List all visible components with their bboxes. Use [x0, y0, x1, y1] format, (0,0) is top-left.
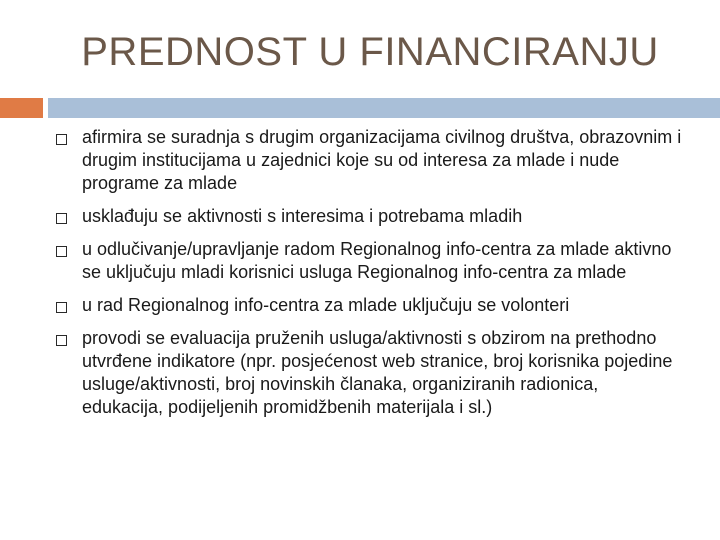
- bullet-text: usklađuju se aktivnosti s interesima i potrebama mladih: [82, 206, 523, 226]
- title-underline-accent-blue: [48, 98, 720, 118]
- bullet-item: [0, 205, 720, 228]
- bullet-item: [0, 126, 720, 195]
- slide-title: PREDNOST U FINANCIRANJU: [81, 30, 659, 74]
- bullet-text: u rad Regionalnog info-centra za mlade uključuju se volonteri: [82, 295, 570, 315]
- bullet-list: [0, 126, 720, 429]
- bullet-text: u odlučivanje/upravljanje radom Regionalnog info-centra za mlade aktivno se uključuju mladi korisnici usluga Regionalnog info-centra za mlade: [82, 239, 672, 282]
- bullet-item: [0, 238, 720, 284]
- square-bullet-icon: [56, 335, 67, 346]
- square-bullet-icon: [56, 302, 67, 313]
- square-bullet-icon: [56, 246, 67, 257]
- title-underline-accent-orange: [0, 98, 43, 118]
- bullet-text: provodi se evaluacija pruženih usluga/aktivnosti s obzirom na prethodno utvrđene indikatore (npr. posjećenost web stranice, broj korisnika pojedine usluge/aktivnosti, broj novinskih članaka, organiziranih radionica, edukacija, podijeljenih promidžbenih materijala i sl.): [82, 328, 673, 417]
- square-bullet-icon: [56, 213, 67, 224]
- bullet-text: afirmira se suradnja s drugim organizacijama civilnog društva, obrazovnim i drugim institucijama u zajednici koje su od interesa za mlade i nude programe za mlade: [82, 127, 682, 193]
- bullet-item: [0, 327, 720, 419]
- bullet-item: [0, 294, 720, 317]
- square-bullet-icon: [56, 134, 67, 145]
